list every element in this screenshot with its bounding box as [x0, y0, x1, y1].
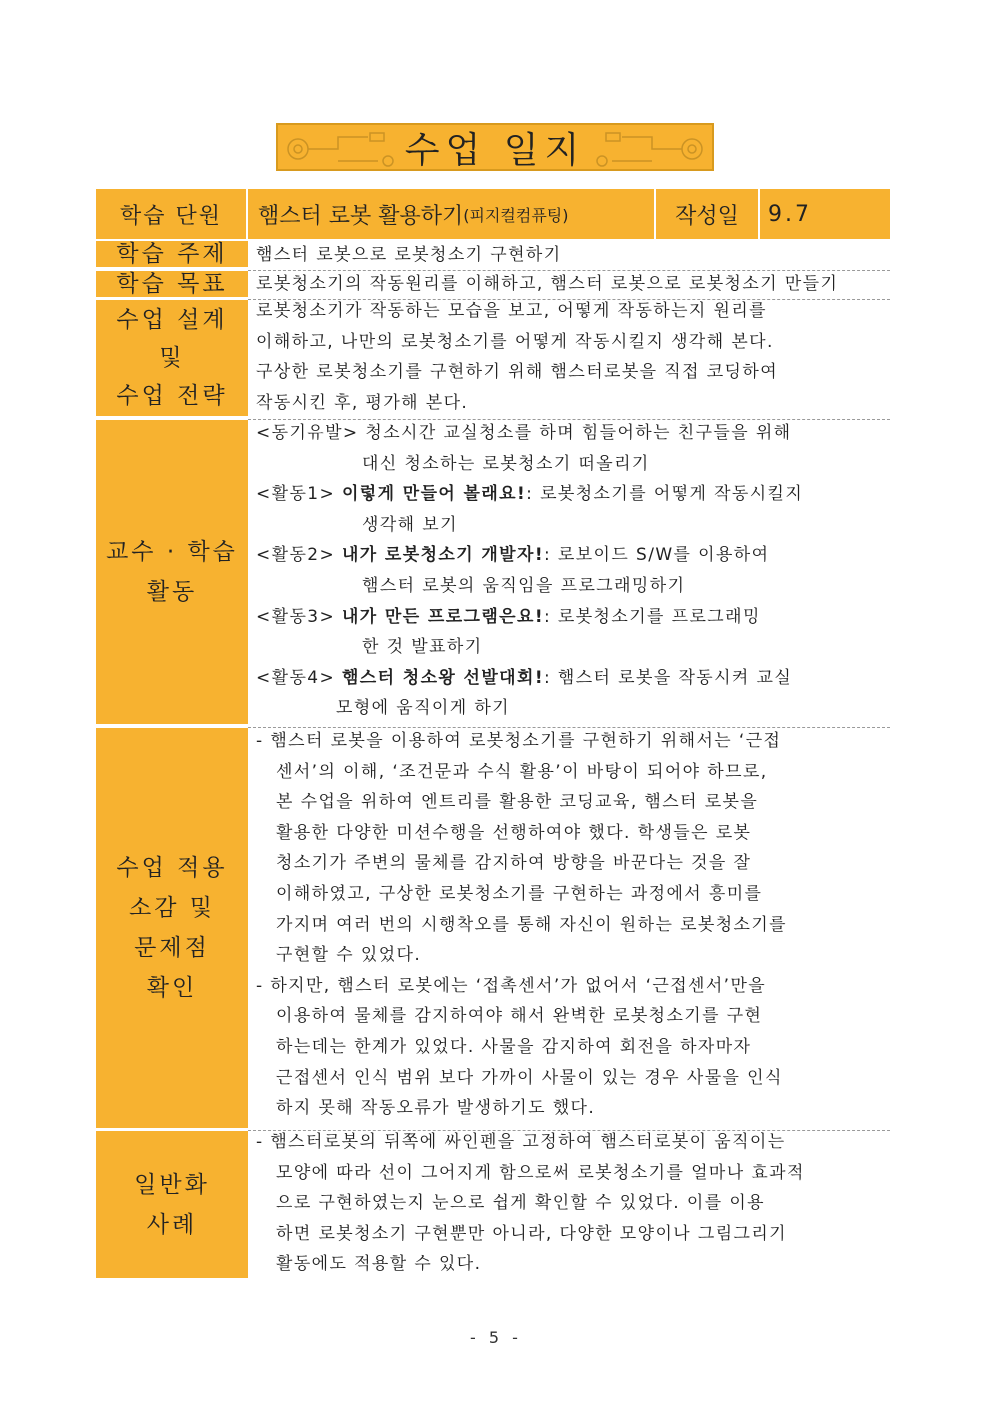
activity-4-text-2: 모형에 움직이게 하기	[336, 698, 511, 719]
activity-3-line	[256, 602, 886, 633]
activity-label	[96, 420, 248, 726]
activity-2-line	[256, 540, 886, 571]
reflection-line: 하는데는 한계가 있었다. 사물을 감지하여 회전을 하자마자	[276, 1036, 752, 1057]
unit-subtitle: (피지컬컴퓨팅)	[463, 205, 569, 225]
reflection-line: 활용한 다양한 미션수행을 선행하여야 했다. 학생들은 로봇	[276, 822, 752, 843]
goal-text	[256, 269, 886, 300]
generalize-line: 으로 구현하였는지 눈으로 쉽게 확인할 수 있었다. 이를 이용	[276, 1193, 765, 1214]
activity-3-title: 내가 만든 프로그램은요!	[341, 606, 544, 627]
reflection-line: 이용하여 물체를 감지하여야 해서 완벽한 로봇청소기를 구현	[276, 1006, 763, 1027]
generalize-label	[96, 1131, 248, 1278]
activity-4-tag: <활동4>	[256, 667, 336, 688]
goal-line: 로봇청소기의 작동원리를 이해하고, 햄스터 로봇으로 로봇청소기 만들기	[256, 274, 839, 294]
page-title: 수업 일지	[404, 129, 586, 171]
design-line: 로봇청소기가 작동하는 모습을 보고, 어떻게 작동하는지 원리를	[256, 301, 767, 321]
activity-3-text-2: 한 것 발표하기	[362, 637, 483, 658]
reflection-label-line: 소감 및	[129, 895, 215, 921]
activity-1-line	[256, 479, 886, 510]
circuit-decoration-icon	[278, 125, 408, 171]
reflection-label	[96, 728, 248, 1130]
activity-1-text: : 로봇청소기를 어떻게 작동시킬지	[526, 484, 804, 505]
activity-4-title: 햄스터 청소왕 선발대회!	[341, 667, 544, 688]
design-line: 작동시킨 후, 평가해 본다.	[256, 392, 469, 413]
design-label-line: 및	[159, 345, 185, 371]
topic-label-text: 학습 주제	[116, 241, 228, 267]
page-number: - 5 -	[470, 1328, 522, 1347]
activity-1-title: 이렇게 만들어 볼래요!	[341, 484, 527, 505]
design-label-line: 수업 전략	[116, 383, 228, 409]
generalize-line: 하면 로봇청소기 구현뿐만 아니라, 다양한 모양이나 그림그리기	[276, 1223, 787, 1244]
reflection-line: 본 수업을 위하여 엔트리를 활용한 코딩교육, 햄스터 로봇을	[276, 792, 759, 813]
topic-line: 햄스터 로봇으로 로봇청소기 구현하기	[256, 245, 562, 265]
generalize-line: 모양에 따라 선이 그어지게 함으로써 로봇청소기를 얼마나 효과적	[276, 1162, 805, 1183]
activity-2-text: : 로보이드 S/W를 이용하여	[543, 545, 770, 566]
generalize-line: 활동에도 적용할 수 있다.	[276, 1254, 482, 1275]
circuit-decoration-icon	[582, 125, 712, 171]
unit-value	[248, 189, 656, 239]
goal-label	[96, 271, 248, 299]
generalize-label-line: 사례	[146, 1211, 198, 1238]
generalize-text	[256, 1127, 886, 1280]
unit-label: 학습 단원	[96, 189, 248, 239]
activity-2-tag: <활동2>	[256, 545, 336, 566]
date-label: 작성일	[656, 189, 760, 239]
design-line: 이해하고, 나만의 로봇청소기를 어떻게 작동시킬지 생각해 본다.	[256, 331, 774, 352]
unit-header-row	[96, 189, 890, 239]
reflection-line: - 햄스터 로봇을 이용하여 로봇청소기를 구현하기 위해서는 ‘근접	[256, 731, 782, 751]
reflection-line: 청소기가 주변의 물체를 감지하여 방향을 바꾼다는 것을 잘	[276, 853, 752, 874]
reflection-text	[256, 726, 886, 1124]
date-value: 9.7	[768, 201, 812, 227]
topic-text	[256, 240, 886, 271]
design-label	[96, 300, 248, 418]
activity-4-text: : 햄스터 로봇을 작동시켜 교실	[543, 667, 793, 688]
activity-1-tag: <활동1>	[256, 484, 336, 505]
reflection-line: - 하지만, 햄스터 로봇에는 ‘접촉센서’가 없어서 ‘근접센서’만을	[256, 975, 767, 996]
reflection-label-line: 수업 적용	[116, 855, 228, 881]
reflection-line: 센서’의 이해, ‘조건문과 수식 활용’이 바탕이 되어야 하므로,	[276, 761, 768, 782]
unit-title: 햄스터 로봇 활용하기	[258, 203, 464, 229]
design-label-line: 수업 설계	[116, 307, 228, 333]
motivation-line: <동기유발> 청소시간 교실청소를 하며 힘들어하는 친구들을 위해	[256, 423, 792, 443]
activity-2-text-2: 햄스터 로봇의 움직임을 프로그래밍하기	[362, 575, 686, 596]
motivation-line: 대신 청소하는 로봇청소기 떠올리기	[362, 453, 650, 474]
reflection-line: 하지 못해 작동오류가 발생하기도 했다.	[276, 1098, 596, 1119]
activity-3-text: : 로봇청소기를 프로그래밍	[543, 606, 761, 627]
reflection-line: 가지며 여러 번의 시행착오를 통해 자신이 원하는 로봇청소기를	[276, 914, 787, 935]
reflection-line: 근접센서 인식 범위 보다 가까이 사물이 있는 경우 사물을 인식	[276, 1067, 783, 1088]
page-title-box	[276, 123, 714, 171]
design-line: 구상한 로봇청소기를 구현하기 위해 햄스터로봇을 직접 코딩하여	[256, 362, 779, 383]
activity-3-tag: <활동3>	[256, 606, 336, 627]
activity-label-line: 활동	[146, 579, 198, 605]
reflection-line: 이해하였고, 구상한 로봇청소기를 구현하는 과정에서 흥미를	[276, 883, 763, 904]
activity-2-title: 내가 로봇청소기 개발자!	[341, 545, 544, 566]
reflection-label-line: 확인	[146, 975, 198, 1001]
activity-text	[256, 418, 886, 724]
reflection-line: 구현할 수 있었다.	[276, 945, 422, 966]
generalize-label-line: 일반화	[134, 1171, 210, 1198]
generalize-line: - 햄스터로봇의 뒤쪽에 싸인펜을 고정하여 햄스터로봇이 움직이는	[256, 1132, 786, 1152]
goal-label-text: 학습 목표	[116, 271, 228, 297]
reflection-label-line: 문제점	[134, 935, 210, 961]
topic-label	[96, 241, 248, 269]
activity-4-line	[256, 663, 886, 694]
activity-label-line: 교수 · 학습	[106, 539, 238, 565]
design-text	[256, 296, 886, 418]
activity-1-text-2: 생각해 보기	[362, 514, 458, 535]
